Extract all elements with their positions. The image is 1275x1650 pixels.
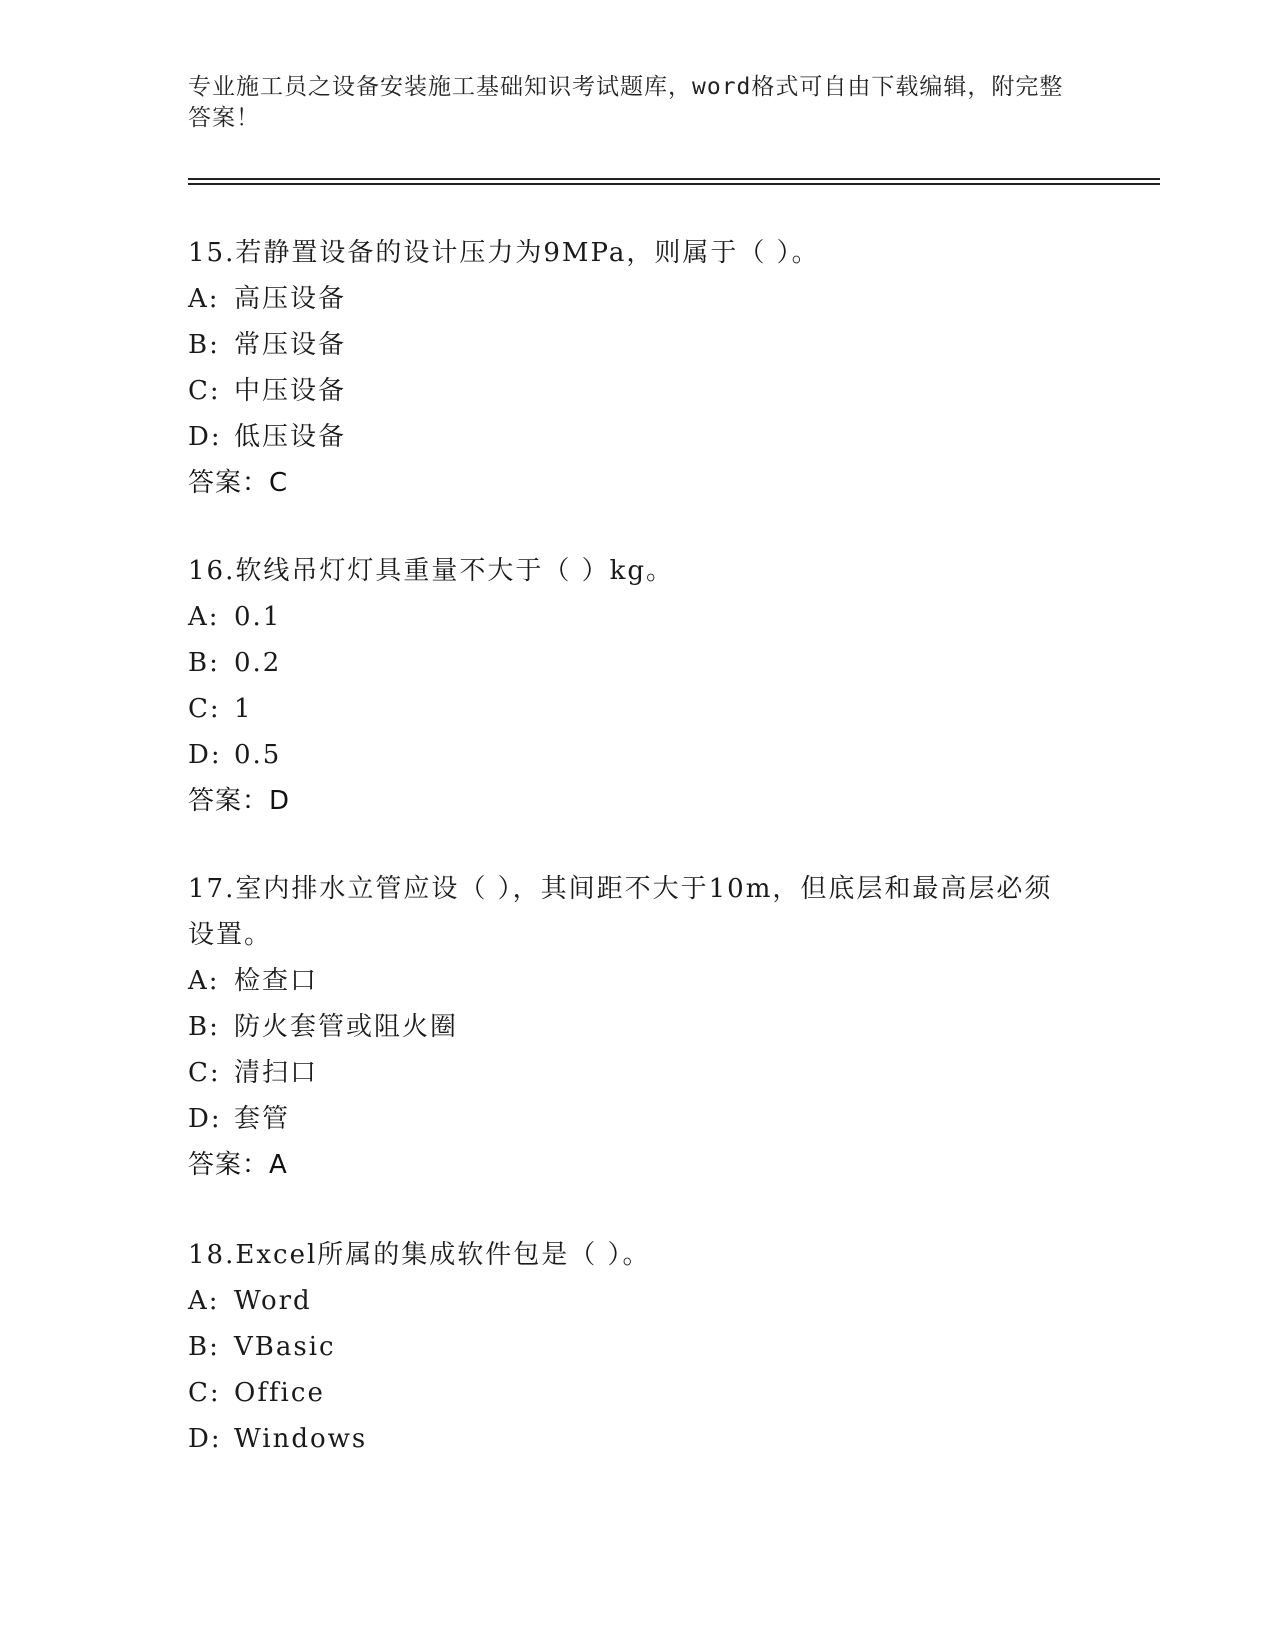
question-16 [188, 548, 1088, 824]
option-text: 防火套管或阻火圈 [234, 1012, 459, 1042]
option-d [188, 732, 1088, 778]
option-text: 常压设备 [234, 330, 347, 360]
option-text: 检查口 [234, 966, 319, 996]
option-text: Office [234, 1378, 325, 1408]
option-letter: D: [188, 1424, 222, 1454]
option-a [188, 594, 1088, 640]
question-number: 16. [188, 556, 236, 586]
option-d [188, 1416, 1088, 1462]
option-letter: B: [188, 1332, 220, 1362]
option-text: 0.1 [234, 602, 282, 632]
option-d [188, 1096, 1088, 1142]
option-letter: A: [188, 1286, 220, 1316]
option-text: 清扫口 [234, 1058, 319, 1088]
option-a [188, 1278, 1088, 1324]
option-text: VBasic [234, 1332, 336, 1362]
question-number: 15. [188, 238, 236, 268]
answer-line: 答案：A [188, 1150, 288, 1180]
option-letter: C: [188, 1378, 221, 1408]
question-17 [188, 866, 1088, 1188]
question-text: 室内排水立管应设（ ），其间距不大于10m，但底层和最高层必须设置。 [188, 874, 1053, 950]
option-d [188, 414, 1088, 460]
question-stem [188, 866, 1068, 958]
option-letter: D: [188, 740, 222, 770]
document-header-intro: 专业施工员之设备安装施工基础知识考试题库，word格式可自由下载编辑，附完整答案！ [188, 74, 1064, 131]
option-letter: C: [188, 694, 221, 724]
question-stem [188, 548, 1088, 594]
option-letter: D: [188, 422, 222, 452]
option-letter: A: [188, 966, 220, 996]
option-b [188, 1004, 1088, 1050]
option-letter: A: [188, 602, 220, 632]
option-a [188, 958, 1088, 1004]
option-text: Word [234, 1286, 312, 1316]
option-b [188, 1324, 1088, 1370]
option-letter: C: [188, 376, 221, 406]
option-text: Windows [234, 1424, 368, 1454]
option-text: 0.2 [234, 648, 282, 678]
option-c [188, 1050, 1088, 1096]
question-number: 17. [188, 874, 236, 904]
option-text: 0.5 [234, 740, 282, 770]
header-rule-top [188, 178, 1160, 180]
option-letter: C: [188, 1058, 221, 1088]
option-text: 套管 [234, 1104, 291, 1134]
question-text: 若静置设备的设计压力为9MPa，则属于（ ）。 [235, 238, 820, 268]
option-b [188, 322, 1088, 368]
option-c [188, 1370, 1088, 1416]
option-letter: B: [188, 330, 220, 360]
option-b [188, 640, 1088, 686]
option-text: 中压设备 [234, 376, 347, 406]
option-text: 1 [234, 694, 253, 724]
answer-line: 答案：D [188, 786, 291, 816]
question-number: 18. [188, 1240, 236, 1270]
option-letter: B: [188, 648, 220, 678]
question-stem [188, 230, 1088, 276]
option-letter: B: [188, 1012, 220, 1042]
option-a [188, 276, 1088, 322]
answer-line: 答案：C [188, 468, 289, 498]
question-text: 软线吊灯灯具重量不大于（ ）kg。 [235, 556, 675, 586]
option-letter: A: [188, 284, 220, 314]
question-15 [188, 230, 1088, 506]
option-c [188, 686, 1088, 732]
option-text: 低压设备 [234, 422, 347, 452]
header-rule-bottom [188, 183, 1160, 185]
question-stem [188, 1232, 1088, 1278]
question-18 [188, 1232, 1088, 1462]
option-c [188, 368, 1088, 414]
option-text: 高压设备 [234, 284, 347, 314]
question-text: Excel所属的集成软件包是（ ）。 [235, 1240, 651, 1270]
option-letter: D: [188, 1104, 222, 1134]
